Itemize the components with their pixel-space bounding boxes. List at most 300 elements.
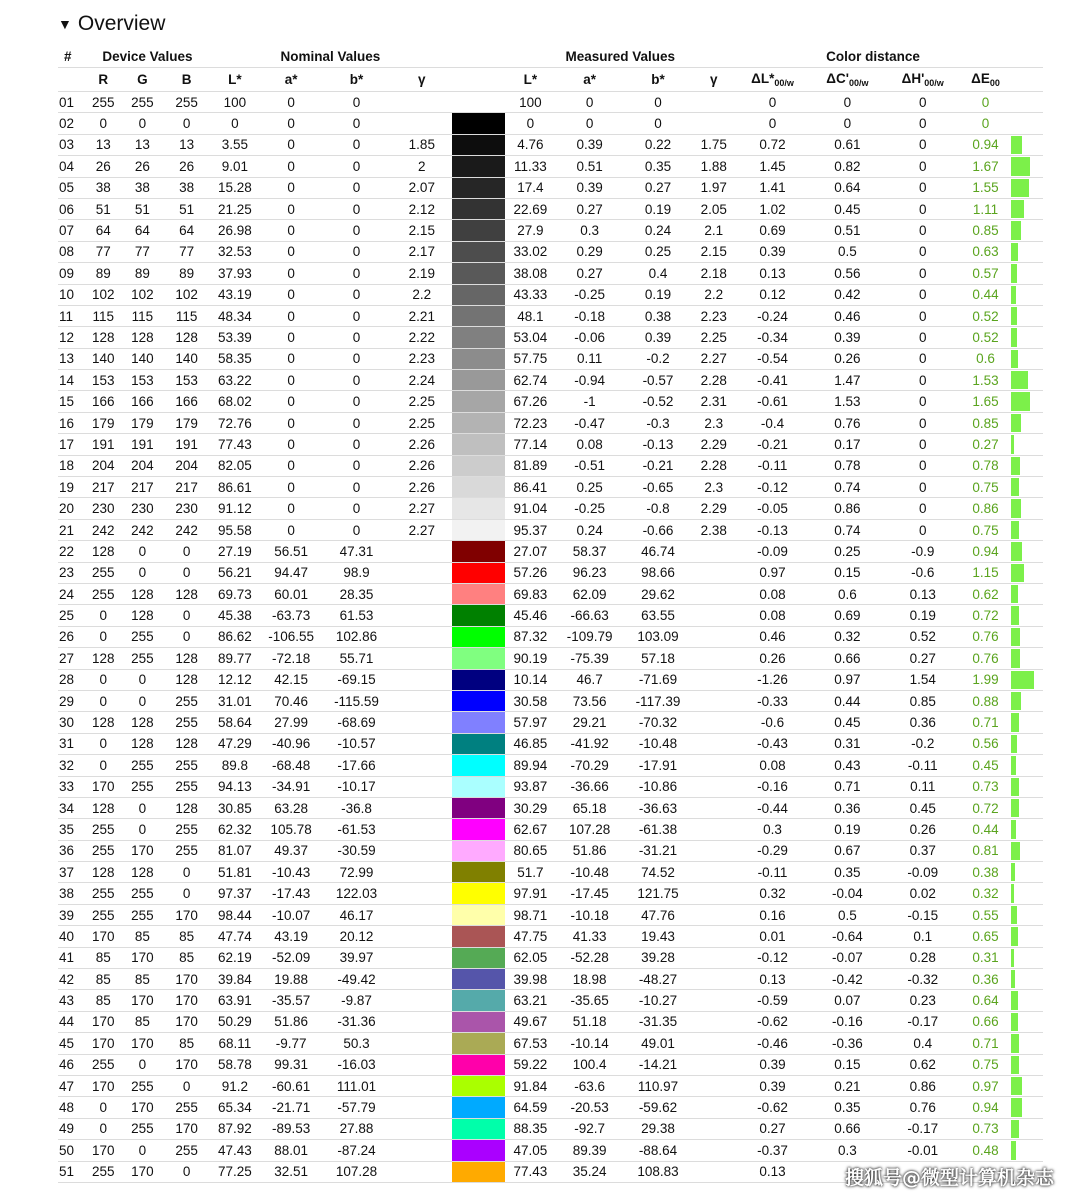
delta-e: 0.73 [960,776,1010,797]
color-swatch-cell [452,284,505,305]
g-value: 255 [120,755,164,776]
measured-a: -70.29 [555,755,623,776]
delta-l: -1.26 [735,669,809,690]
table-row [58,733,1043,754]
table-row [58,904,1043,925]
table-row [58,648,1043,669]
measured-a: -0.25 [555,498,623,519]
color-swatch [452,285,505,305]
row-index: 03 [58,134,86,155]
table-body [58,92,1043,1183]
color-swatch [452,178,505,198]
overview-section-toggle[interactable] [58,8,165,40]
b-value: 204 [165,455,209,476]
nominal-a: -17.43 [261,883,321,904]
delta-c: 0.15 [810,1054,885,1075]
nominal-l: 95.58 [209,519,261,540]
nominal-l: 63.91 [209,990,261,1011]
nominal-l: 32.53 [209,241,261,262]
nominal-a: 0 [261,198,321,219]
nominal-a: 0 [261,370,321,391]
measured-b: -0.21 [624,455,692,476]
nominal-b: 0 [321,220,391,241]
row-index: 09 [58,263,86,284]
measured-a: -17.45 [555,883,623,904]
color-swatch-cell [452,840,505,861]
color-swatch-cell [452,969,505,990]
delta-l: 0.69 [735,220,809,241]
delta-e: 0.63 [960,241,1010,262]
g-value: 0 [120,541,164,562]
measured-gamma [692,92,735,113]
delta-c: 0.39 [810,327,885,348]
measured-l: 59.22 [505,1054,555,1075]
col-delta-h-label: ΔH' [901,71,925,86]
nominal-b: 102.86 [321,626,391,647]
table-row [58,712,1043,733]
measured-l: 27.9 [505,220,555,241]
nominal-a: 19.88 [261,969,321,990]
row-index: 21 [58,519,86,540]
measured-a: 0.51 [555,156,623,177]
measured-l: 93.87 [505,776,555,797]
delta-l: -0.54 [735,348,809,369]
color-swatch-cell [452,648,505,669]
table-row [58,477,1043,498]
delta-h: -0.9 [885,541,960,562]
r-value: 179 [86,412,120,433]
row-index: 11 [58,305,86,326]
measured-gamma [692,113,735,134]
b-value: 0 [165,541,209,562]
delta-e: 0.44 [960,284,1010,305]
measured-b: -70.32 [624,712,692,733]
measured-l: 46.85 [505,733,555,754]
nominal-b: -87.24 [321,1140,391,1161]
color-swatch [452,456,505,476]
r-value: 115 [86,305,120,326]
g-value: 255 [120,92,164,113]
g-value: 26 [120,156,164,177]
measured-gamma [692,669,735,690]
table-row [58,434,1043,455]
delta-c: 0 [810,113,885,134]
group-header-row [58,46,1043,68]
measured-a: 0.08 [555,434,623,455]
color-swatch-cell [452,1161,505,1182]
b-value: 255 [165,755,209,776]
r-value: 255 [86,819,120,840]
b-value: 255 [165,819,209,840]
delta-e: 0.71 [960,712,1010,733]
nominal-l: 100 [209,92,261,113]
nominal-a: 99.31 [261,1054,321,1075]
row-index: 40 [58,926,86,947]
delta-h: 0.13 [885,583,960,604]
color-swatch [452,926,505,946]
row-index: 47 [58,1075,86,1096]
measured-l: 86.41 [505,477,555,498]
delta-c: 0.44 [810,690,885,711]
color-swatch-cell [452,477,505,498]
delta-e-bar-cell [1011,990,1043,1011]
measured-l: 91.84 [505,1075,555,1096]
g-value: 170 [120,947,164,968]
g-value: 85 [120,969,164,990]
nominal-b: -57.79 [321,1097,391,1118]
measured-b: 29.62 [624,583,692,604]
delta-e-bar [1011,628,1020,646]
b-value: 0 [165,626,209,647]
delta-c: 0.66 [810,648,885,669]
color-swatch-cell [452,498,505,519]
row-index: 06 [58,198,86,219]
delta-e-bar-cell [1011,370,1043,391]
nominal-gamma [392,626,452,647]
r-value: 255 [86,562,120,583]
table-row [58,391,1043,412]
delta-h: 0.23 [885,990,960,1011]
col-measured-gamma: γ [692,68,735,92]
measured-b: -0.52 [624,391,692,412]
table-row [58,519,1043,540]
color-swatch [452,670,505,690]
delta-h: -0.6 [885,562,960,583]
r-value: 128 [86,712,120,733]
color-measurement-table [58,46,1043,1183]
delta-e-bar [1011,1034,1019,1052]
color-swatch [452,777,505,797]
nominal-b: 61.53 [321,605,391,626]
measured-l: 47.05 [505,1140,555,1161]
measured-l: 95.37 [505,519,555,540]
nominal-l: 27.19 [209,541,261,562]
table-row [58,412,1043,433]
nominal-gamma [392,690,452,711]
delta-l: -0.6 [735,712,809,733]
measured-gamma [692,1011,735,1032]
g-value: 102 [120,284,164,305]
r-value: 217 [86,477,120,498]
measured-a: -10.18 [555,904,623,925]
nominal-gamma [392,562,452,583]
nominal-gamma: 2.25 [392,391,452,412]
nominal-gamma: 2 [392,156,452,177]
delta-e-bar [1011,414,1021,432]
delta-h: 0 [885,477,960,498]
measured-l: 33.02 [505,241,555,262]
delta-e-bar-cell [1011,519,1043,540]
delta-e-bar [1011,243,1018,261]
row-index: 51 [58,1161,86,1182]
nominal-a: -52.09 [261,947,321,968]
table-row [58,241,1043,262]
delta-h: 0 [885,498,960,519]
r-value: 102 [86,284,120,305]
color-swatch [452,113,505,133]
color-swatch-cell [452,862,505,883]
table-row [58,562,1043,583]
delta-e-bar [1011,286,1016,304]
measured-gamma [692,648,735,669]
delta-e: 0.52 [960,327,1010,348]
g-value: 255 [120,904,164,925]
delta-h: 0 [885,198,960,219]
delta-e-bar [1011,820,1016,838]
delta-e-bar [1011,564,1024,582]
delta-c: 0.86 [810,498,885,519]
col-nominal-l: L* [209,68,261,92]
g-value: 255 [120,626,164,647]
r-value: 0 [86,605,120,626]
b-value: 115 [165,305,209,326]
nominal-gamma [392,947,452,968]
delta-e: 1.99 [960,669,1010,690]
swatch-header [452,46,505,68]
r-value: 89 [86,263,120,284]
measured-gamma [692,862,735,883]
table-row [58,134,1043,155]
measured-l: 91.04 [505,498,555,519]
measured-a: 89.39 [555,1140,623,1161]
col-delta-e-label: ΔE [971,71,990,86]
delta-e-bar [1011,1141,1017,1159]
nominal-a: 0 [261,113,321,134]
g-value: 255 [120,1118,164,1139]
row-index: 17 [58,434,86,455]
nominal-a: 70.46 [261,690,321,711]
nominal-b: 47.31 [321,541,391,562]
delta-l: 0.08 [735,755,809,776]
g-value: 85 [120,1011,164,1032]
delta-e: 0.62 [960,583,1010,604]
measured-gamma: 2.31 [692,391,735,412]
nominal-gamma: 2.07 [392,177,452,198]
nominal-l: 68.02 [209,391,261,412]
row-index: 04 [58,156,86,177]
delta-h: 0.52 [885,626,960,647]
nominal-b: 0 [321,498,391,519]
delta-h: 0 [885,220,960,241]
delta-e-bar-cell [1011,177,1043,198]
delta-e-bar-cell [1011,819,1043,840]
row-index: 35 [58,819,86,840]
delta-l: -0.11 [735,862,809,883]
measured-a: 0.27 [555,263,623,284]
nominal-l: 97.37 [209,883,261,904]
table-row [58,883,1043,904]
measured-l: 4.76 [505,134,555,155]
color-swatch [452,541,505,561]
delta-c: 0.32 [810,626,885,647]
r-value: 128 [86,541,120,562]
measured-l: 97.91 [505,883,555,904]
delta-e-bar-cell [1011,477,1043,498]
delta-e: 0.64 [960,990,1010,1011]
color-swatch-cell [452,1140,505,1161]
measured-b: 47.76 [624,904,692,925]
measured-gamma: 2.3 [692,412,735,433]
index-group-header: # [64,49,72,64]
g-value: 128 [120,583,164,604]
r-value: 128 [86,648,120,669]
measured-l: 45.46 [505,605,555,626]
col-delta-c [810,68,885,92]
color-swatch [452,391,505,411]
nominal-gamma [392,990,452,1011]
nominal-gamma [392,712,452,733]
delta-l: 0.13 [735,969,809,990]
measured-a: -35.65 [555,990,623,1011]
delta-l: -0.29 [735,840,809,861]
delta-c: 0.26 [810,348,885,369]
b-value: 0 [165,605,209,626]
nominal-b: 111.01 [321,1075,391,1096]
g-value: 191 [120,434,164,455]
color-swatch-cell [452,819,505,840]
measured-b: 0.27 [624,177,692,198]
nominal-b: 72.99 [321,862,391,883]
nominal-b: 0 [321,391,391,412]
delta-l: 0.97 [735,562,809,583]
delta-e: 0.45 [960,755,1010,776]
delta-e-bar-cell [1011,327,1043,348]
row-index: 16 [58,412,86,433]
measured-gamma [692,990,735,1011]
measured-b: 0.22 [624,134,692,155]
nominal-gamma: 2.27 [392,519,452,540]
measured-b: 39.28 [624,947,692,968]
table-row [58,1011,1043,1032]
measured-b: 103.09 [624,626,692,647]
r-value: 255 [86,883,120,904]
delta-e: 0.78 [960,455,1010,476]
measured-b: 0.35 [624,156,692,177]
row-index: 05 [58,177,86,198]
nominal-gamma [392,819,452,840]
delta-h: 0 [885,134,960,155]
delta-c: 0.15 [810,562,885,583]
measured-a: 0.39 [555,177,623,198]
color-swatch [452,199,505,219]
delta-e: 0 [960,113,1010,134]
table-row [58,220,1043,241]
measured-l: 48.1 [505,305,555,326]
measured-gamma: 2.05 [692,198,735,219]
color-swatch-cell [452,1033,505,1054]
measured-l: 30.29 [505,797,555,818]
color-swatch [452,862,505,882]
nominal-l: 62.32 [209,819,261,840]
delta-e-bar [1011,671,1034,689]
nominal-gamma [392,904,452,925]
delta-e-bar-cell [1011,455,1043,476]
measured-a: -1 [555,391,623,412]
nominal-gamma [392,755,452,776]
color-swatch-cell [452,755,505,776]
b-value: 170 [165,990,209,1011]
measured-gamma [692,562,735,583]
row-index: 13 [58,348,86,369]
measured-a: -10.14 [555,1033,623,1054]
delta-e-bar [1011,863,1015,881]
b-value: 85 [165,947,209,968]
color-swatch-cell [452,690,505,711]
delta-l: -0.24 [735,305,809,326]
row-index: 29 [58,690,86,711]
delta-h: 0.85 [885,690,960,711]
color-swatch-cell [452,177,505,198]
nominal-l: 87.92 [209,1118,261,1139]
nominal-gamma [392,776,452,797]
measured-l: 98.71 [505,904,555,925]
b-value: 179 [165,412,209,433]
delta-e-bar-cell [1011,1033,1043,1054]
r-value: 170 [86,1140,120,1161]
delta-l: -0.09 [735,541,809,562]
delta-c: 0.61 [810,134,885,155]
delta-c: 0.36 [810,797,885,818]
nominal-a: -72.18 [261,648,321,669]
b-value: 85 [165,1033,209,1054]
color-swatch [452,306,505,326]
device-values-header: Device Values [102,49,193,64]
color-swatch [452,605,505,625]
color-swatch-cell [452,241,505,262]
delta-e-bar [1011,457,1020,475]
measured-gamma [692,1033,735,1054]
delta-e-bar [1011,1056,1020,1074]
color-swatch [452,1076,505,1096]
nominal-gamma: 2.24 [392,370,452,391]
delta-c: 0.74 [810,477,885,498]
delta-l: 0.08 [735,605,809,626]
row-index: 43 [58,990,86,1011]
nominal-l: 31.01 [209,690,261,711]
measured-l: 47.75 [505,926,555,947]
g-value: 89 [120,263,164,284]
delta-c: 0.67 [810,840,885,861]
nominal-l: 48.34 [209,305,261,326]
color-swatch-cell [452,1011,505,1032]
row-index: 49 [58,1118,86,1139]
measured-b: -48.27 [624,969,692,990]
delta-e-bar-cell [1011,712,1043,733]
measured-b: -10.27 [624,990,692,1011]
delta-c: 0.69 [810,605,885,626]
delta-l: 0.72 [735,134,809,155]
nominal-b: 0 [321,348,391,369]
row-index: 22 [58,541,86,562]
delta-h: 0 [885,348,960,369]
bar-header [1011,46,1043,68]
color-swatch [452,841,505,861]
delta-e-bar-cell [1011,391,1043,412]
table-row [58,1054,1043,1075]
delta-e-bar [1011,264,1018,282]
nominal-a: 60.01 [261,583,321,604]
delta-l: -0.61 [735,391,809,412]
color-swatch [452,712,505,732]
delta-h: 0.11 [885,776,960,797]
measured-a: -0.25 [555,284,623,305]
table-row [58,669,1043,690]
delta-l: 0.26 [735,648,809,669]
nominal-gamma [392,969,452,990]
nominal-gamma: 2.25 [392,412,452,433]
color-swatch [452,498,505,518]
delta-e: 0.36 [960,969,1010,990]
